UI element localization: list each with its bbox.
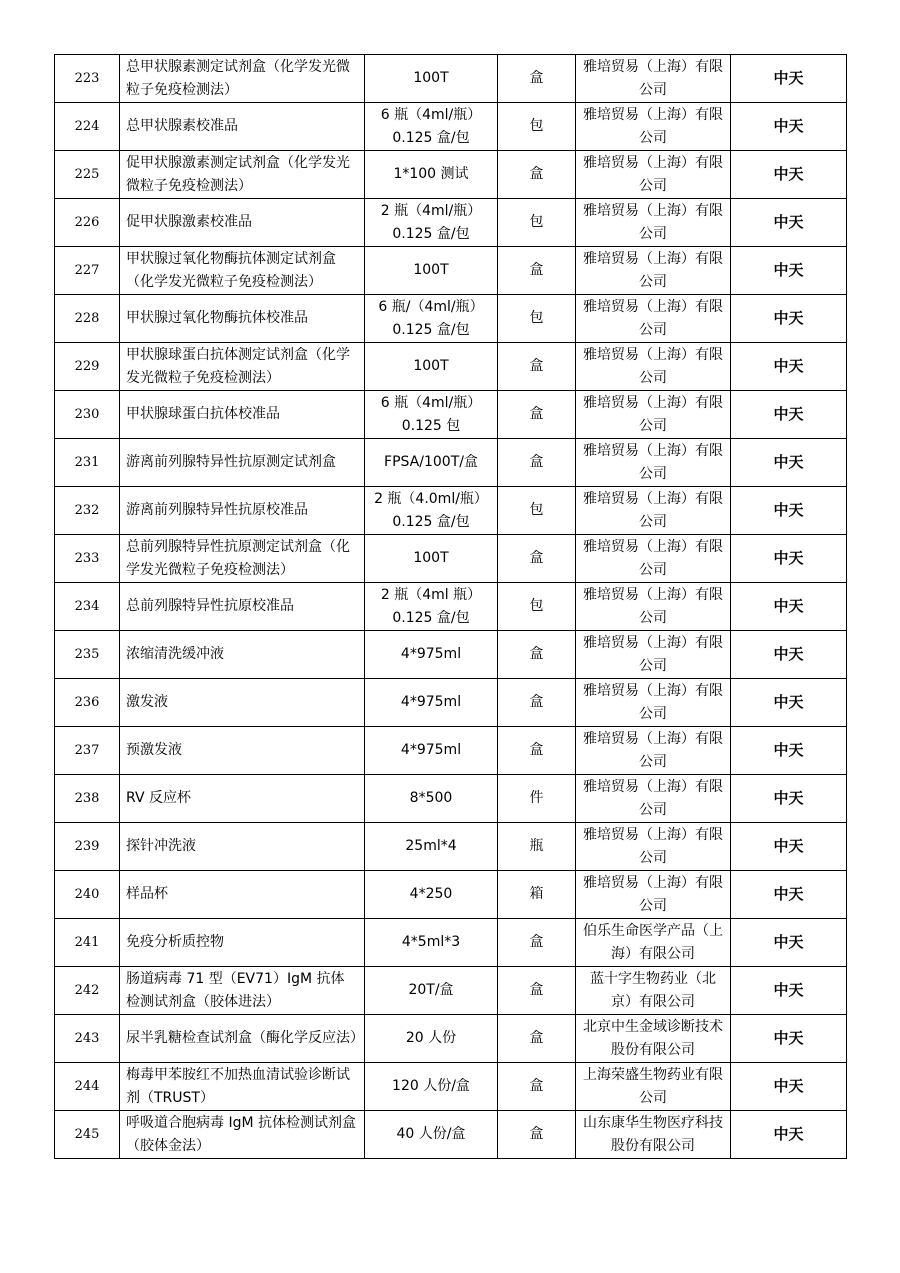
table-row — [55, 727, 847, 775]
item-spec: FPSA/100T/盒 — [365, 439, 498, 487]
item-distributor: 中天 — [731, 295, 847, 343]
item-unit: 盒 — [498, 151, 576, 199]
item-name: 总前列腺特异性抗原测定试剂盒（化学发光微粒子免疫检测法） — [120, 535, 365, 583]
item-number: 243 — [55, 1015, 120, 1063]
item-unit: 盒 — [498, 343, 576, 391]
item-name: 促甲状腺激素测定试剂盒（化学发光微粒子免疫检测法） — [120, 151, 365, 199]
item-distributor: 中天 — [731, 439, 847, 487]
item-unit: 盒 — [498, 247, 576, 295]
item-distributor: 中天 — [731, 583, 847, 631]
item-supplier: 雅培贸易（上海）有限公司 — [576, 487, 731, 535]
item-unit: 瓶 — [498, 823, 576, 871]
table-row — [55, 439, 847, 487]
item-supplier: 雅培贸易（上海）有限公司 — [576, 631, 731, 679]
item-unit: 盒 — [498, 1063, 576, 1111]
item-supplier: 雅培贸易（上海）有限公司 — [576, 727, 731, 775]
item-spec: 8*500 — [365, 775, 498, 823]
item-unit: 盒 — [498, 967, 576, 1015]
item-number: 225 — [55, 151, 120, 199]
item-spec: 2 瓶（4ml/瓶）0.125 盒/包 — [365, 199, 498, 247]
item-unit: 件 — [498, 775, 576, 823]
item-number: 231 — [55, 439, 120, 487]
item-distributor: 中天 — [731, 631, 847, 679]
item-supplier: 雅培贸易（上海）有限公司 — [576, 247, 731, 295]
item-spec: 20 人份 — [365, 1015, 498, 1063]
item-supplier: 北京中生金域诊断技术股份有限公司 — [576, 1015, 731, 1063]
table-row — [55, 1015, 847, 1063]
item-distributor: 中天 — [731, 679, 847, 727]
item-number: 228 — [55, 295, 120, 343]
item-number: 238 — [55, 775, 120, 823]
item-spec: 4*975ml — [365, 727, 498, 775]
item-distributor: 中天 — [731, 871, 847, 919]
item-spec: 100T — [365, 535, 498, 583]
item-distributor: 中天 — [731, 727, 847, 775]
item-distributor: 中天 — [731, 775, 847, 823]
item-name: RV 反应杯 — [120, 775, 365, 823]
item-spec: 6 瓶（4ml/瓶）0.125 盒/包 — [365, 103, 498, 151]
table-row — [55, 631, 847, 679]
item-spec: 25ml*4 — [365, 823, 498, 871]
item-distributor: 中天 — [731, 391, 847, 439]
item-number: 242 — [55, 967, 120, 1015]
item-spec: 4*5ml*3 — [365, 919, 498, 967]
item-name: 甲状腺球蛋白抗体校准品 — [120, 391, 365, 439]
table-row — [55, 103, 847, 151]
table-row — [55, 919, 847, 967]
item-distributor: 中天 — [731, 487, 847, 535]
item-distributor: 中天 — [731, 103, 847, 151]
table-row — [55, 871, 847, 919]
item-unit: 包 — [498, 583, 576, 631]
item-distributor: 中天 — [731, 151, 847, 199]
item-spec: 20T/盒 — [365, 967, 498, 1015]
item-number: 236 — [55, 679, 120, 727]
item-unit: 盒 — [498, 631, 576, 679]
item-name: 甲状腺球蛋白抗体测定试剂盒（化学发光微粒子免疫检测法） — [120, 343, 365, 391]
item-supplier: 雅培贸易（上海）有限公司 — [576, 871, 731, 919]
table-row — [55, 1063, 847, 1111]
item-name: 促甲状腺激素校准品 — [120, 199, 365, 247]
item-supplier: 伯乐生命医学产品（上海）有限公司 — [576, 919, 731, 967]
item-distributor: 中天 — [731, 823, 847, 871]
item-unit: 盒 — [498, 727, 576, 775]
item-supplier: 雅培贸易（上海）有限公司 — [576, 199, 731, 247]
table-row — [55, 487, 847, 535]
item-supplier: 雅培贸易（上海）有限公司 — [576, 583, 731, 631]
table-row — [55, 295, 847, 343]
item-name: 游离前列腺特异性抗原测定试剂盒 — [120, 439, 365, 487]
item-name: 总前列腺特异性抗原校准品 — [120, 583, 365, 631]
item-supplier: 雅培贸易（上海）有限公司 — [576, 775, 731, 823]
item-unit: 盒 — [498, 919, 576, 967]
item-spec: 6 瓶（4ml/瓶）0.125 包 — [365, 391, 498, 439]
item-number: 233 — [55, 535, 120, 583]
item-number: 227 — [55, 247, 120, 295]
item-distributor: 中天 — [731, 55, 847, 103]
table-row — [55, 775, 847, 823]
item-unit: 盒 — [498, 679, 576, 727]
item-number: 235 — [55, 631, 120, 679]
item-distributor: 中天 — [731, 967, 847, 1015]
item-distributor: 中天 — [731, 247, 847, 295]
item-unit: 盒 — [498, 55, 576, 103]
item-unit: 盒 — [498, 535, 576, 583]
item-name: 肠道病毒 71 型（EV71）IgM 抗体检测试剂盒（胶体进法） — [120, 967, 365, 1015]
item-name: 尿半乳糖检查试剂盒（酶化学反应法） — [120, 1015, 365, 1063]
table-row — [55, 823, 847, 871]
item-name: 总甲状腺素校准品 — [120, 103, 365, 151]
item-name: 甲状腺过氧化物酶抗体校准品 — [120, 295, 365, 343]
item-spec: 1*100 测试 — [365, 151, 498, 199]
item-number: 232 — [55, 487, 120, 535]
table-row — [55, 151, 847, 199]
item-name: 甲状腺过氧化物酶抗体测定试剂盒（化学发光微粒子免疫检测法） — [120, 247, 365, 295]
table-row — [55, 55, 847, 103]
item-name: 浓缩清洗缓冲液 — [120, 631, 365, 679]
item-number: 223 — [55, 55, 120, 103]
item-spec: 120 人份/盒 — [365, 1063, 498, 1111]
item-distributor: 中天 — [731, 1063, 847, 1111]
item-unit: 包 — [498, 199, 576, 247]
item-name: 样品杯 — [120, 871, 365, 919]
item-distributor: 中天 — [731, 199, 847, 247]
item-supplier: 雅培贸易（上海）有限公司 — [576, 151, 731, 199]
item-number: 229 — [55, 343, 120, 391]
item-unit: 包 — [498, 103, 576, 151]
table-row — [55, 535, 847, 583]
item-unit: 包 — [498, 295, 576, 343]
item-spec: 4*250 — [365, 871, 498, 919]
item-number: 245 — [55, 1111, 120, 1159]
item-spec: 6 瓶/（4ml/瓶）0.125 盒/包 — [365, 295, 498, 343]
item-unit: 箱 — [498, 871, 576, 919]
item-supplier: 雅培贸易（上海）有限公司 — [576, 103, 731, 151]
item-distributor: 中天 — [731, 343, 847, 391]
item-spec: 2 瓶（4ml 瓶）0.125 盒/包 — [365, 583, 498, 631]
item-unit: 盒 — [498, 391, 576, 439]
item-spec: 4*975ml — [365, 679, 498, 727]
item-supplier: 雅培贸易（上海）有限公司 — [576, 295, 731, 343]
item-name: 免疫分析质控物 — [120, 919, 365, 967]
item-name: 梅毒甲苯胺红不加热血清试验诊断试剂（TRUST） — [120, 1063, 365, 1111]
table-row — [55, 1111, 847, 1159]
table-body — [55, 55, 847, 1159]
item-unit: 盒 — [498, 1015, 576, 1063]
table-row — [55, 583, 847, 631]
item-supplier: 雅培贸易（上海）有限公司 — [576, 535, 731, 583]
item-supplier: 雅培贸易（上海）有限公司 — [576, 391, 731, 439]
item-supplier: 上海荣盛生物药业有限公司 — [576, 1063, 731, 1111]
item-unit: 包 — [498, 487, 576, 535]
item-name: 呼吸道合胞病毒 IgM 抗体检测试剂盒（胶体金法） — [120, 1111, 365, 1159]
item-number: 234 — [55, 583, 120, 631]
product-table — [54, 54, 847, 1159]
item-supplier: 雅培贸易（上海）有限公司 — [576, 55, 731, 103]
item-distributor: 中天 — [731, 1111, 847, 1159]
item-supplier: 山东康华生物医疗科技股份有限公司 — [576, 1111, 731, 1159]
item-spec: 100T — [365, 247, 498, 295]
table-row — [55, 199, 847, 247]
item-name: 探针冲洗液 — [120, 823, 365, 871]
item-number: 240 — [55, 871, 120, 919]
table-row — [55, 967, 847, 1015]
item-name: 游离前列腺特异性抗原校准品 — [120, 487, 365, 535]
table-row — [55, 679, 847, 727]
item-spec: 100T — [365, 343, 498, 391]
item-spec: 40 人份/盒 — [365, 1111, 498, 1159]
item-spec: 2 瓶（4.0ml/瓶）0.125 盒/包 — [365, 487, 498, 535]
item-distributor: 中天 — [731, 919, 847, 967]
table-row — [55, 391, 847, 439]
table-row — [55, 343, 847, 391]
item-name: 激发液 — [120, 679, 365, 727]
item-supplier: 蓝十字生物药业（北京）有限公司 — [576, 967, 731, 1015]
item-number: 224 — [55, 103, 120, 151]
item-number: 230 — [55, 391, 120, 439]
item-supplier: 雅培贸易（上海）有限公司 — [576, 823, 731, 871]
item-unit: 盒 — [498, 1111, 576, 1159]
item-unit: 盒 — [498, 439, 576, 487]
item-name: 总甲状腺素测定试剂盒（化学发光微粒子免疫检测法） — [120, 55, 365, 103]
item-spec: 4*975ml — [365, 631, 498, 679]
item-distributor: 中天 — [731, 1015, 847, 1063]
item-number: 239 — [55, 823, 120, 871]
product-table-page — [54, 54, 847, 1159]
item-supplier: 雅培贸易（上海）有限公司 — [576, 343, 731, 391]
item-number: 244 — [55, 1063, 120, 1111]
item-number: 241 — [55, 919, 120, 967]
item-number: 237 — [55, 727, 120, 775]
item-number: 226 — [55, 199, 120, 247]
item-supplier: 雅培贸易（上海）有限公司 — [576, 439, 731, 487]
item-spec: 100T — [365, 55, 498, 103]
item-name: 预激发液 — [120, 727, 365, 775]
item-supplier: 雅培贸易（上海）有限公司 — [576, 679, 731, 727]
item-distributor: 中天 — [731, 535, 847, 583]
table-row — [55, 247, 847, 295]
